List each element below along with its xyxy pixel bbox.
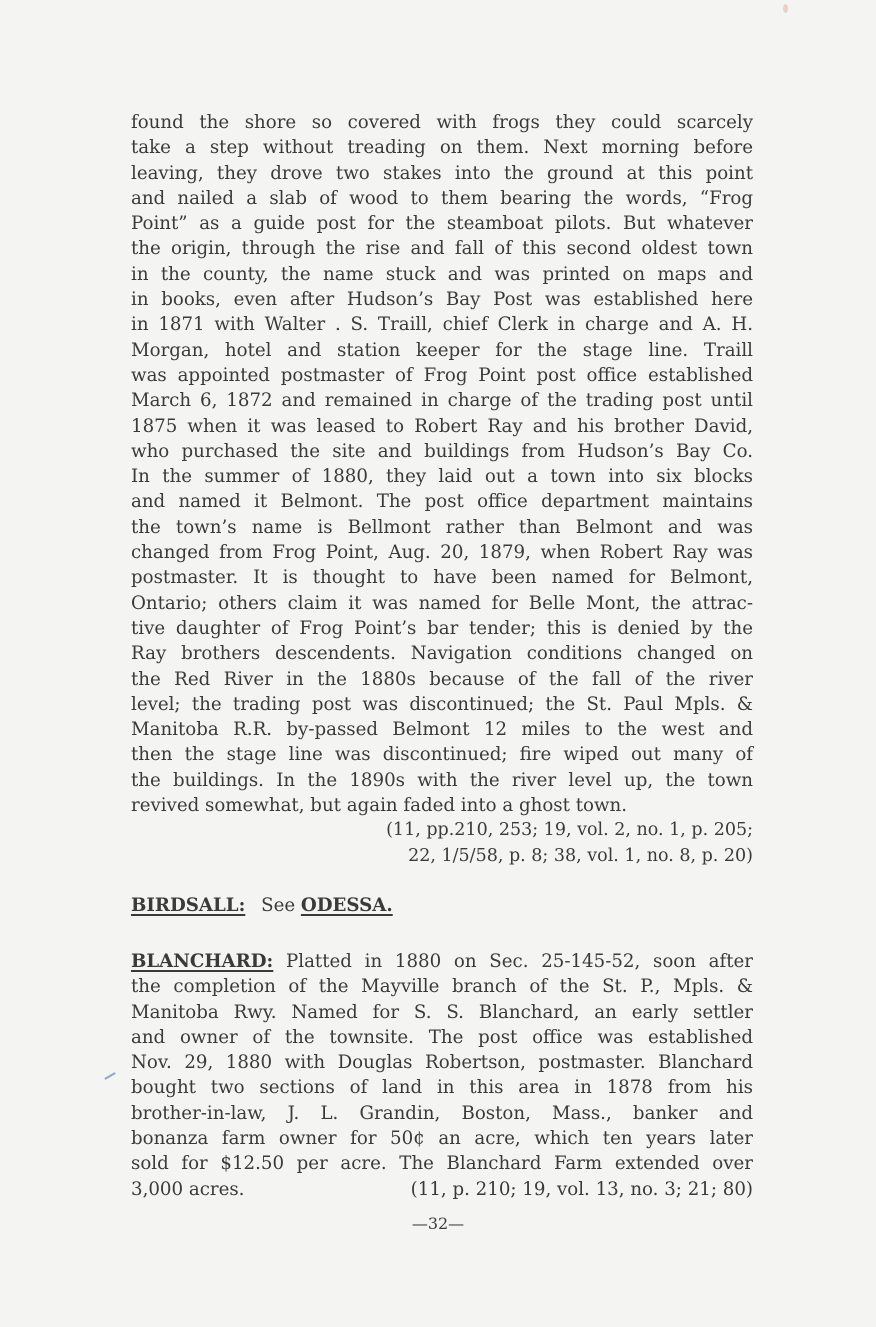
text-line: leaving, they drove two stakes into the ground at this point [131,162,753,184]
blanchard-first-line [131,949,753,974]
belmont-entry-continued [131,110,753,869]
belmont-citation-line-1: (11, pp.210, 253; 19, vol. 2, no. 1, p. 205; [386,820,753,841]
page-number: —32— [411,1214,465,1233]
text-line: tive daughter of Frog Point’s bar tender; this is denied by the [131,617,753,639]
text-line: and owner of the townsite. The post office was established [131,1026,753,1048]
text-line: the Red River in the 1880s because of the fall of the river [131,668,753,690]
blanchard-first-line-text: Platted in 1880 on Sec. 25-145-52, soon after [286,951,753,972]
odessa-cross-reference[interactable]: ODESSA. [300,895,393,916]
text-line: Ontario; others claim it was named for Belle Mont, the attrac- [131,592,753,614]
text-line: March 6, 1872 and remained in charge of the trading post until [131,390,753,412]
text-line: the buildings. In the 1890s with the river level up, the town [131,769,753,791]
text-line: In the summer of 1880, they laid out a town into six blocks [131,466,753,488]
blanchard-last-line [131,1177,753,1202]
text-line: found the shore so covered with frogs they could scarcely [131,112,753,133]
blanchard-headword: BLANCHARD: [131,951,274,972]
text-line: and nailed a slab of wood to them bearing the words, “Frog [131,187,753,209]
blanchard-paragraph [131,949,753,1202]
text-line: bonanza farm owner for 50¢ an acre, which ten years later [131,1128,753,1150]
text-line: sold for $12.50 per acre. The Blanchard Farm extended over [131,1153,753,1175]
text-line: the completion of the Mayville branch of the St. P., Mpls. & [131,976,753,998]
text-line: was appointed postmaster of Frog Point post office established [131,364,753,386]
text-line: Nov. 29, 1880 with Douglas Robertson, postmaster. Blanchard [131,1052,753,1074]
text-line: bought two sections of land in this area in 1878 from his [131,1077,753,1099]
text-line: the origin, through the rise and fall of this second oldest town [131,238,753,260]
text-line: Manitoba R.R. by-passed Belmont 12 miles to the west and [131,719,753,741]
blanchard-citation: (11, p. 210; 19, vol. 13, no. 3; 21; 80) [410,1178,753,1200]
text-line: changed from Frog Point, Aug. 20, 1879, when Robert Ray was [131,542,753,564]
blanchard-body-lines [131,974,753,1176]
blanchard-entry [131,949,753,1202]
text-line: and named it Belmont. The post office department maintains [131,491,753,513]
paper-speck [783,4,788,13]
text-line: revived somewhat, but again faded into a ghost town. [131,795,628,817]
blanchard-last-line-text: 3,000 acres. [131,1178,245,1200]
birdsall-entry [131,893,393,918]
text-line: who purchased the site and buildings from Hudson’s Bay Co. [131,440,753,462]
text-line: the town’s name is Bellmont rather than Belmont and was [131,516,753,538]
text-line: in books, even after Hudson’s Bay Post was established here [131,289,753,311]
text-line: Point” as a guide post for the steamboat pilots. But whatever [131,213,753,235]
text-line: Manitoba Rwy. Named for S. S. Blanchard, an early settler [131,1001,753,1023]
text-line: then the stage line was discontinued; fire wiped out many of [131,744,753,766]
text-line: level; the trading post was discontinued; the St. Paul Mpls. & [131,693,753,715]
text-line: Morgan, hotel and station keeper for the stage line. Traill [131,339,753,361]
text-line: postmaster. It is thought to have been named for Belmont, [131,567,753,589]
text-line: Ray brothers descendents. Navigation conditions changed on [131,643,753,665]
birdsall-headword: BIRDSALL: [131,895,246,916]
ink-mark [104,1072,115,1080]
text-line: brother-in-law, J. L. Grandin, Boston, Mass., banker and [131,1102,753,1124]
text-line: take a step without treading on them. Next morning before [131,137,753,159]
text-line: 1875 when it was leased to Robert Ray and his brother David, [131,415,753,437]
see-label: See [261,895,296,916]
text-line: in the county, the name stuck and was printed on maps and [131,263,753,285]
belmont-paragraph [131,110,753,818]
text-line: in 1871 with Walter . S. Traill, chief Clerk in charge and A. H. [131,314,753,336]
belmont-citation-line-2: 22, 1/5/58, p. 8; 38, vol. 1, no. 8, p. 20) [408,845,753,866]
